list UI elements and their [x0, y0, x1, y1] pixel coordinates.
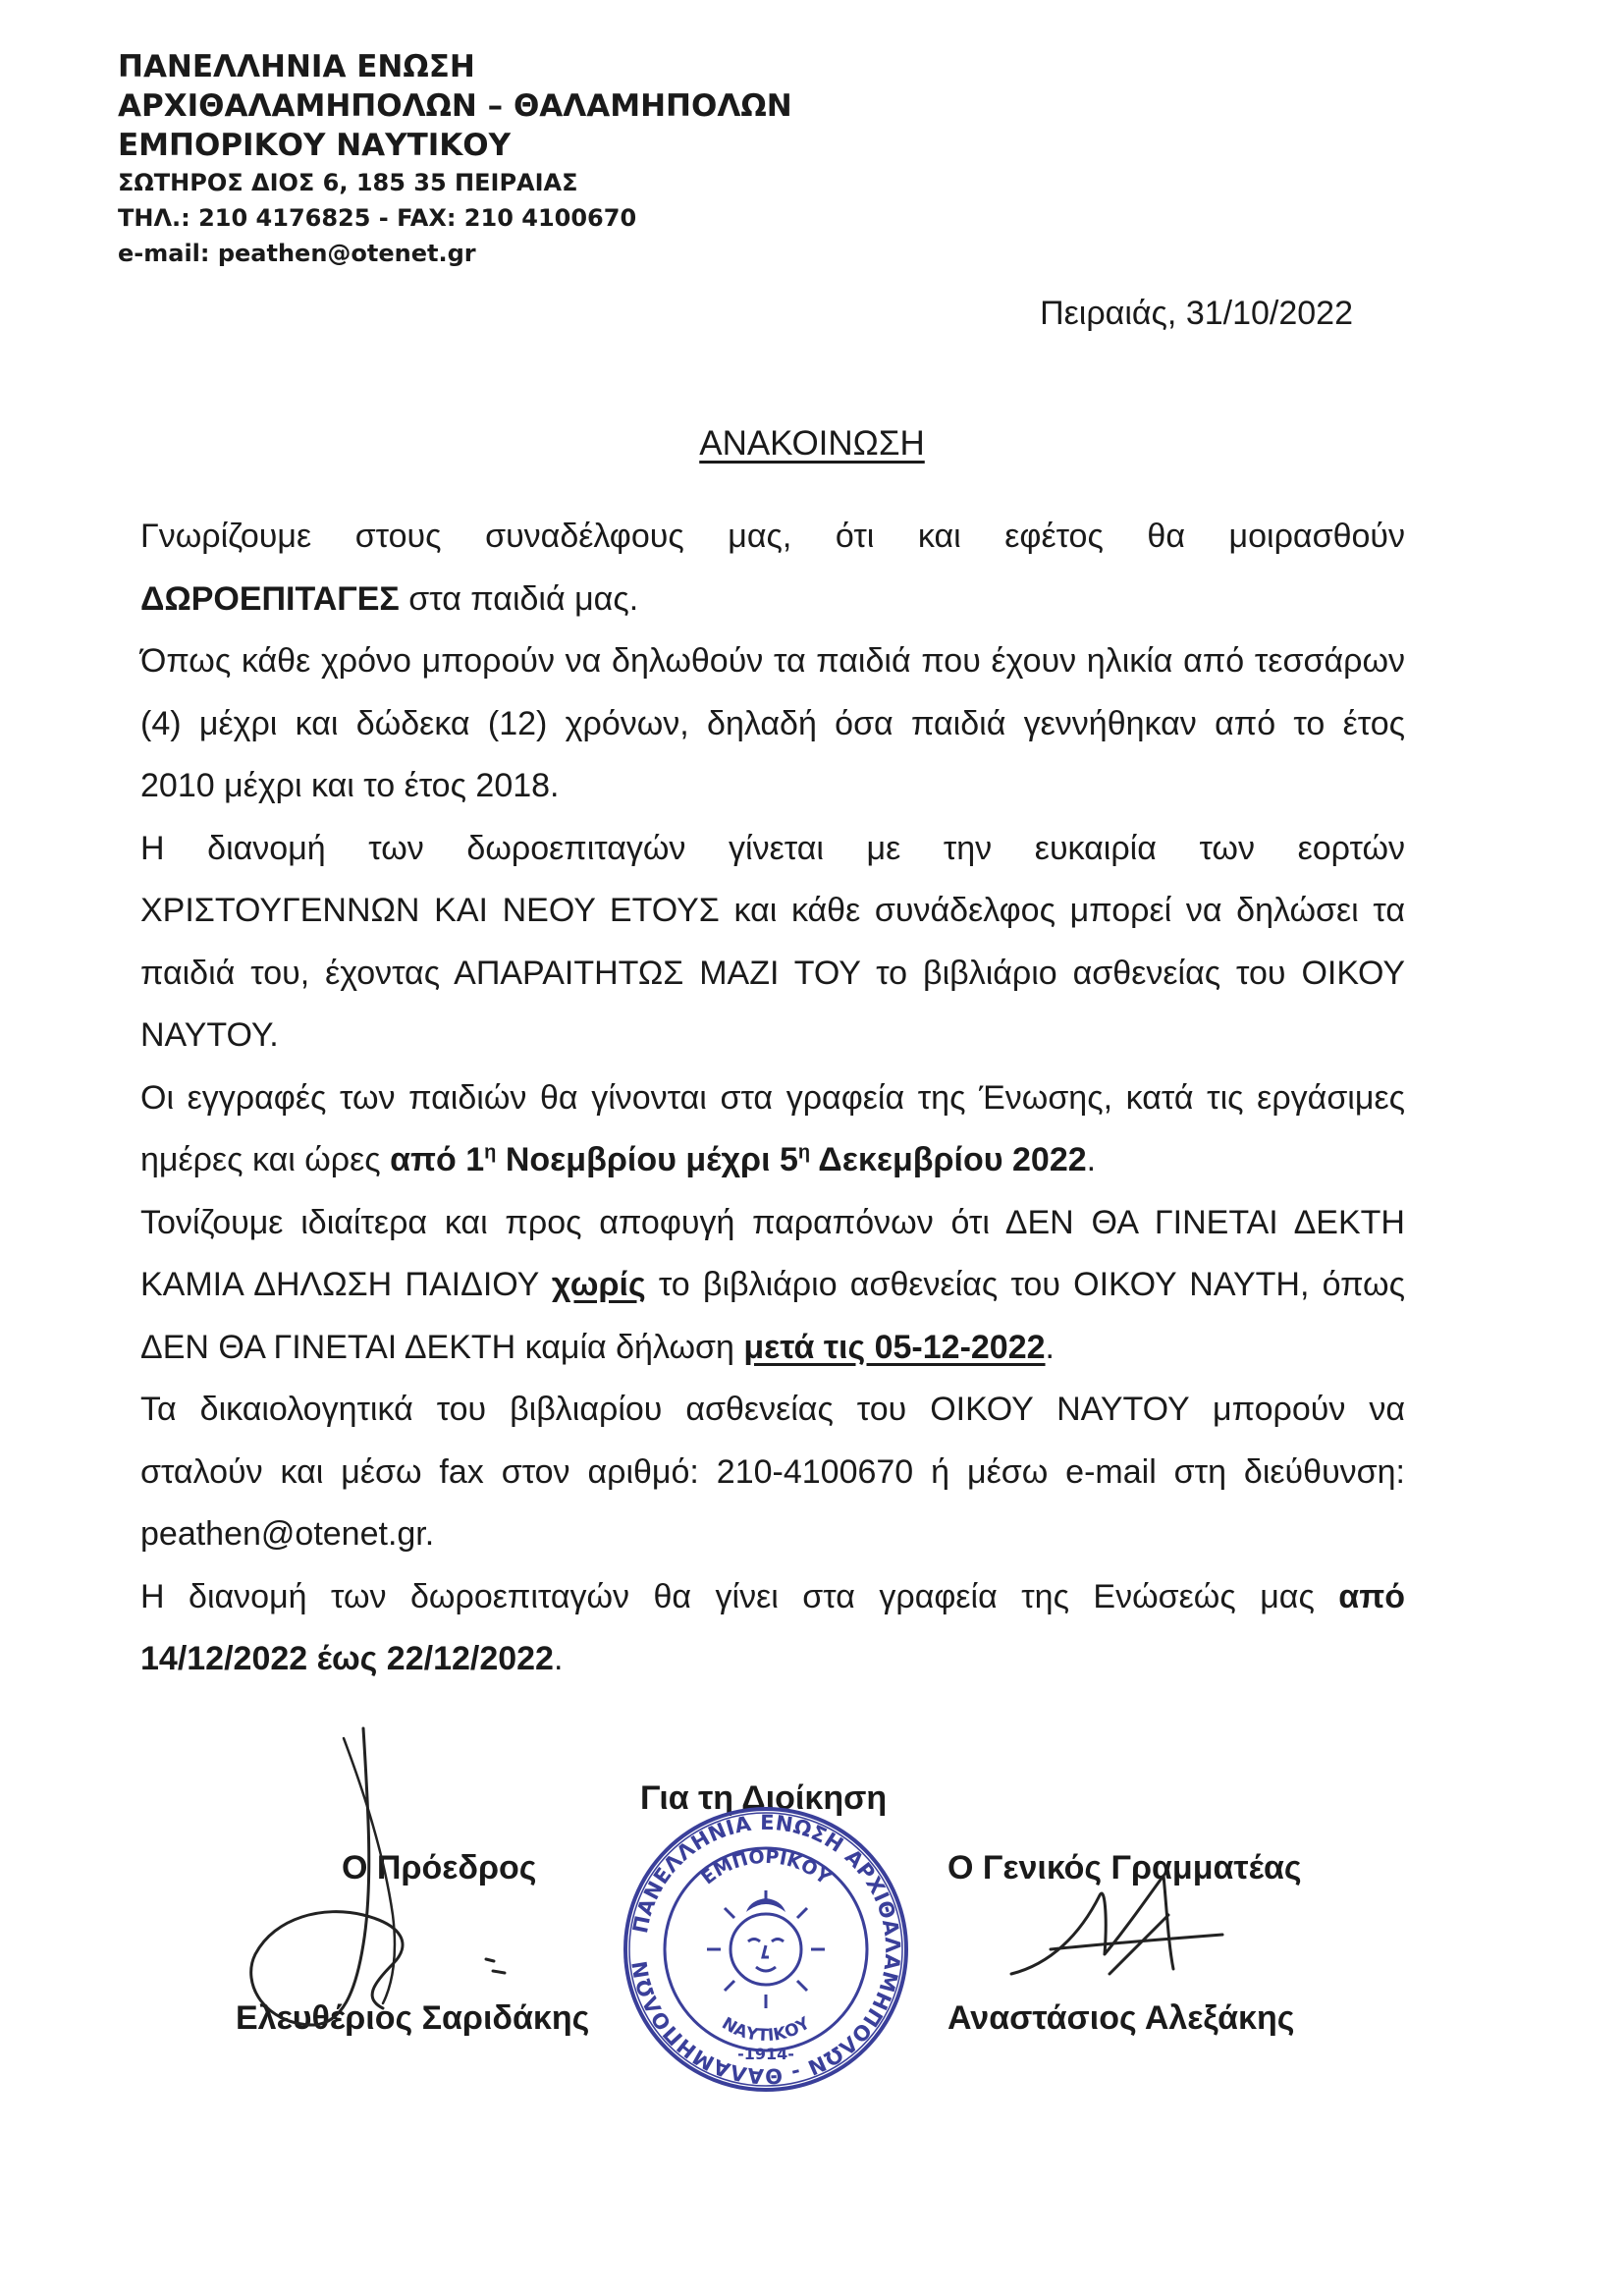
- p1-bold: ΔΩΡΟΕΠΙΤΑΓΕΣ: [140, 579, 400, 618]
- p4-line-1: Οι εγγραφές των παιδιών θα γίνονται στα γραφεία της Ένωσης, κατά τις εργάσιμες: [140, 1078, 1405, 1117]
- document-title: [0, 424, 1624, 464]
- letterhead-address: ΣΩΤΗΡΟΣ ΔΙΟΣ 6, 185 35 ΠΕΙΡΑΙΑΣ: [118, 169, 578, 196]
- p4-end: .: [1086, 1141, 1097, 1178]
- p3-line-4: ΝΑΥΤΟΥ.: [140, 1016, 279, 1054]
- p7-bold-1: από: [1338, 1577, 1405, 1615]
- p5-line-2-start: ΚΑΜΙΑ ΔΗΛΩΣΗ ΠΑΙΔΙΟΥ: [140, 1266, 552, 1303]
- p2-line-2: (4) μέχρι και δώδεκα (12) χρόνων, δηλαδή όσα παιδιά γεννήθηκαν από το έτος: [140, 704, 1405, 742]
- p4-line-2: [140, 1129, 1405, 1192]
- svg-text:ΠΑΝΕΛΛΗΝΙΑ ΕΝΩΣΗ ΑΡΧΙΘΑΛΑΜΗΠΟΛ: ΠΑΝΕΛΛΗΝΙΑ ΕΝΩΣΗ ΑΡΧΙΘΑΛΑΜΗΠΟΛΩΝ - ΘΑΛΑΜΗΠΟΛΩΝ: [627, 1810, 905, 2089]
- president-signature: [236, 1660, 560, 2072]
- secretary-signature: [992, 1856, 1237, 2003]
- p3-line-2: ΧΡΙΣΤΟΥΓΕΝΝΩΝ ΚΑΙ ΝΕΟΥ ΕΤΟΥΣ και κάθε συνάδελφος μπορεί να δηλώσει τα: [140, 892, 1405, 929]
- p7-text: Η διανομή των δωροεπιταγών θα γίνει στα γραφεία της Ενώσεώς μας: [140, 1577, 1339, 1615]
- p2-line-1: Όπως κάθε χρόνο μπορούν να δηλωθούν τα παιδιά που έχουν ηλικία από τεσσάρων: [140, 642, 1405, 680]
- p1-rest: στα παιδιά μας.: [399, 579, 639, 618]
- p7-end: .: [553, 1640, 564, 1677]
- p3-line-1: Η διανομή των δωροεπιταγών γίνεται με την ευκαιρία των εορτών: [140, 829, 1405, 867]
- p4-start: ημέρες και ώρες: [140, 1141, 391, 1178]
- announcement-body: [140, 506, 1405, 1691]
- letterhead-org-line-1: ΠΑΝΕΛΛΗΝΙΑ ΕΝΩΣΗ: [118, 49, 475, 84]
- secretary-name: Αναστάσιος Αλεξάκης: [947, 1999, 1295, 2037]
- letterhead-email: e-mail: peathen@otenet.gr: [118, 240, 476, 267]
- p3-line-3: παιδιά του, έχοντας ΑΠΑΡΑΙΤΗΤΩΣ ΜΑΖΙ ΤΟΥ το βιβλιάριο ασθενείας του ΟΙΚΟΥ: [140, 954, 1405, 992]
- svg-text:ΝΑΥΤΙΚΟΥ: ΝΑΥΤΙΚΟΥ: [718, 2013, 814, 2047]
- official-stamp: [619, 1802, 913, 2097]
- p5-line-2-end: το βιβλιάριο ασθενείας του ΟΙΚΟΥ ΝΑΥΤΗ, όπως: [645, 1266, 1405, 1303]
- p7-line-1: [140, 1566, 1405, 1629]
- p6-line-1: Τα δικαιολογητικά του βιβλιαρίου ασθενείας του ΟΙΚΟΥ ΝΑΥΤΟΥ μπορούν να: [140, 1391, 1405, 1428]
- letterhead: [118, 47, 792, 271]
- p5-line-1: Τονίζουμε ιδιαίτερα και προς αποφυγή παραπόνων ότι ΔΕΝ ΘΑ ΓΙΝΕΤΑΙ ΔΕΚΤΗ: [140, 1203, 1405, 1241]
- president-name: Ελευθέριος Σαριδάκης: [236, 1999, 590, 2037]
- p4-bold-3: Δεκεμβρίου 2022: [810, 1141, 1087, 1178]
- letterhead-org-line-2: ΑΡΧΙΘΑΛΑΜΗΠΟΛΩΝ – ΘΑΛΑΜΗΠΟΛΩΝ: [118, 88, 792, 124]
- administration-label: Για τη Διοίκηση: [640, 1779, 888, 1817]
- svg-text:-1914-: -1914-: [737, 2045, 794, 2063]
- p4-bold-2: Νοεμβρίου μέχρι 5: [496, 1141, 798, 1178]
- p5-line-3-start: ΔΕΝ ΘΑ ΓΙΝΕΤΑΙ ΔΕΚΤΗ καμία δήλωση: [140, 1328, 744, 1366]
- p5-bold-underline-2: μετά τις 05-12-2022: [743, 1328, 1046, 1366]
- p5-line-3-end: .: [1045, 1328, 1055, 1366]
- document-date: Πειραιάς, 31/10/2022: [1040, 295, 1353, 332]
- p4-sup-2: η: [797, 1141, 811, 1164]
- title-text: ΑΝΑΚΟΙΝΩΣΗ: [699, 424, 925, 463]
- p2-line-3: 2010 μέχρι και το έτος 2018.: [140, 767, 560, 804]
- p6-line-2: σταλούν και μέσω fax στον αριθμό: 210-4100670 ή μέσω e-mail στη διεύθυνση:: [140, 1452, 1405, 1491]
- p5-line-2: [140, 1254, 1405, 1317]
- letterhead-phone: ΤΗΛ.: 210 4176825 - FAX: 210 4100670: [118, 204, 637, 232]
- letterhead-org-line-3: ΕΜΠΟΡΙΚΟΥ ΝΑΥΤΙΚΟΥ: [118, 128, 512, 163]
- p7-bold-2: 14/12/2022 έως 22/12/2022: [140, 1640, 554, 1677]
- svg-text:ΕΜΠΟΡΙΚΟΥ: ΕΜΠΟΡΙΚΟΥ: [697, 1845, 835, 1889]
- p4-bold-1: από 1: [390, 1141, 485, 1178]
- p4-sup-1: η: [484, 1141, 497, 1164]
- secretary-title: Ο Γενικός Γραμματέας: [947, 1849, 1302, 1886]
- president-title: Ο Πρόεδρος: [342, 1849, 537, 1886]
- p5-bold-underline-1: χωρίς: [551, 1266, 646, 1303]
- p5-line-3: [140, 1317, 1405, 1380]
- p1-line-1: Γνωρίζουμε στους συναδέλφους μας, ότι και εφέτος θα μοιρασθούν: [140, 518, 1405, 555]
- p6-line-3: peathen@otenet.gr.: [140, 1515, 435, 1553]
- p1-line-2: [140, 569, 1405, 631]
